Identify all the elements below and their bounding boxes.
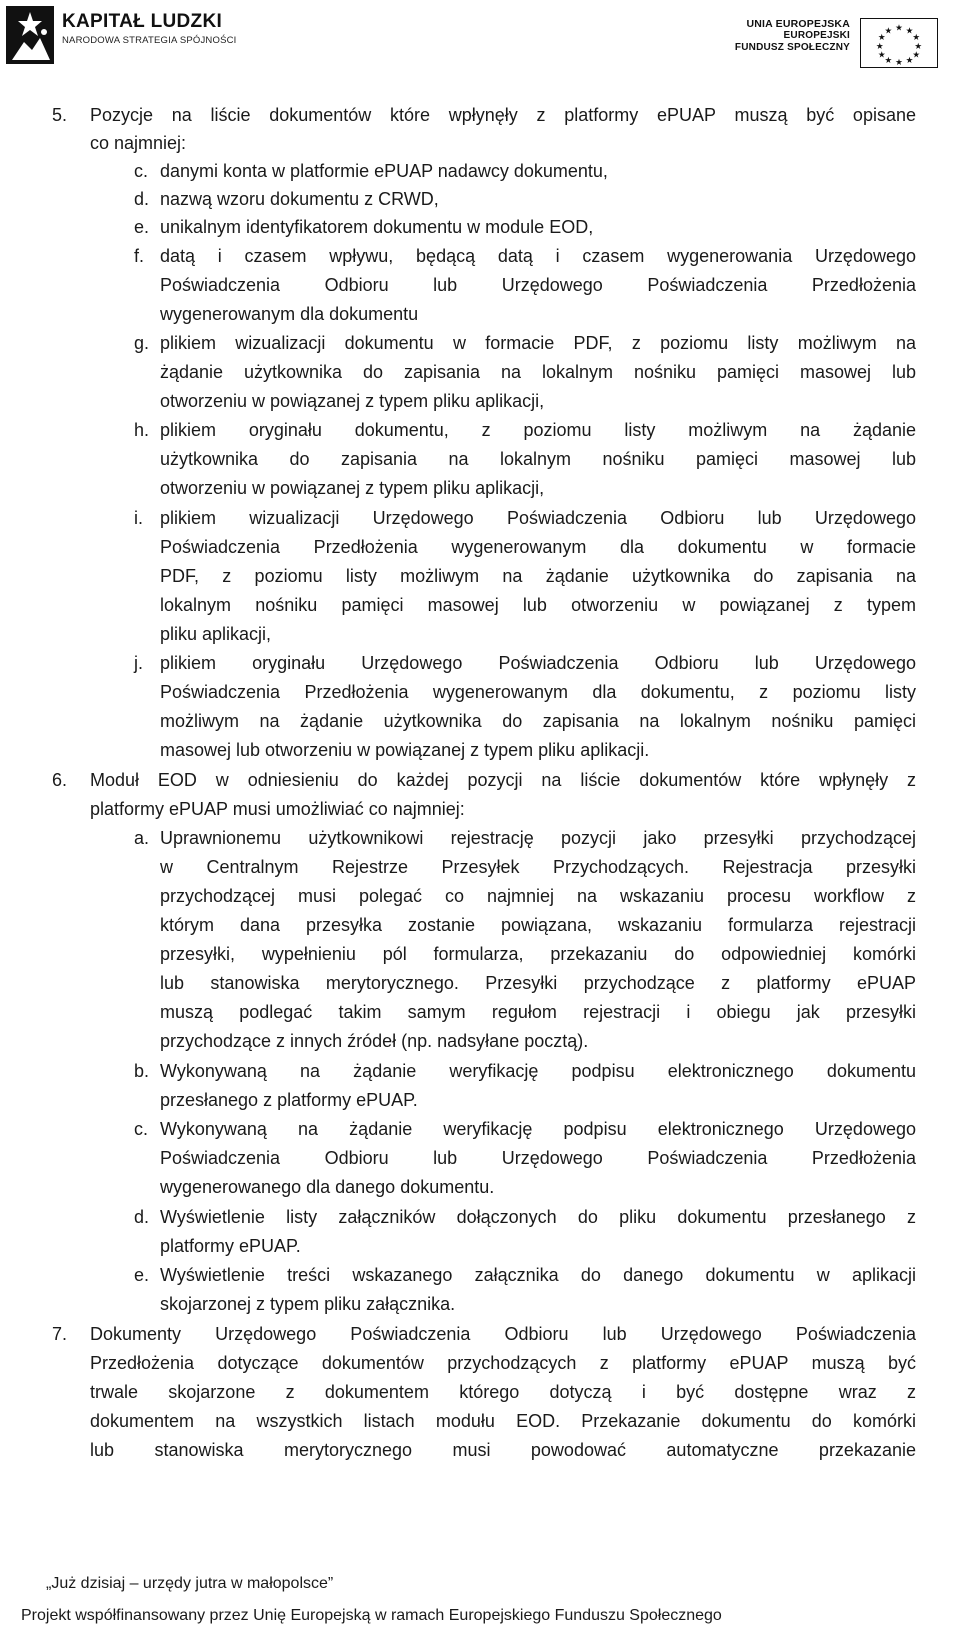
kapital-ludzki-subtitle: NARODOWA STRATEGIA SPÓJNOŚCI (62, 35, 237, 46)
sub-list-marker: f. (134, 246, 145, 266)
sub-item-line: lub stanowiska merytorycznego. Przesyłki przychodzące z platformy ePUAP (160, 973, 916, 993)
eu-efs-logo (708, 18, 938, 70)
sub-list-marker: c. (134, 1119, 149, 1139)
sub-list-marker: e. (134, 1265, 150, 1285)
svg-text:★: ★ (877, 50, 886, 61)
kapital-ludzki-text (62, 12, 237, 47)
kapital-ludzki-emblem-icon (4, 2, 56, 68)
paragraph-line: platformy ePUAP musi umożliwiać co najmniej: (90, 799, 465, 819)
sub-item-line: pliku aplikacji, (160, 624, 272, 644)
sub-item-line: wygenerowanego dla danego dokumentu. (160, 1177, 495, 1197)
list-marker: 5. (52, 105, 68, 125)
sub-item-line: platformy ePUAP. (160, 1236, 301, 1256)
eu-logo-line-2: EUROPEJSKI (783, 30, 850, 41)
list-marker: 7. (52, 1324, 68, 1344)
sub-item-line: przesyłki, wypełnieniu pól formularza, przekazaniu do odpowiedniej komórki (160, 944, 916, 964)
svg-text:★: ★ (884, 26, 893, 37)
paragraph-line: Dokumenty Urzędowego Poświadczenia Odbioru lub Urzędowego Poświadczenia (90, 1324, 916, 1344)
sub-item-line: lokalnym nośniku pamięci masowej lub otworzeniu w powiązanej z typem (160, 595, 916, 615)
sub-item-line: przychodzące z innych źródeł (np. nadsyłane pocztą). (160, 1031, 589, 1051)
sub-item-line: otworzeniu w powiązanej z typem pliku aplikacji, (160, 391, 545, 411)
sub-item-line: przychodzącej musi polegać co najmniej na wskazaniu procesu workflow z (160, 886, 916, 906)
list-marker: 6. (52, 770, 68, 790)
sub-item-line: nazwą wzoru dokumentu z CRWD, (160, 189, 439, 209)
eu-logo-line-1: UNIA EUROPEJSKA (746, 18, 850, 30)
sub-item-line: danymi konta w platformie ePUAP nadawcy dokumentu, (160, 161, 608, 181)
svg-text:★: ★ (912, 33, 921, 44)
sub-item-line: PDF, z poziomu listy możliwym na żądanie użytkownika do zapisania na (160, 566, 916, 586)
sub-item-line: muszą podlegać takim samym regułom rejestracji i obiegu jak przesyłki (160, 1002, 916, 1022)
footer-cofinancing-note: Projekt współfinansowany przez Unię Europejską w ramach Europejskiego Funduszu Społecznego (21, 1607, 722, 1624)
paragraph-line: dokumentem na wszystkich listach modułu EOD. Przekazanie dokumentu do komórki (90, 1411, 916, 1431)
sub-list-marker: a. (134, 828, 150, 848)
sub-item-line: wygenerowanym dla dokumentu (160, 304, 419, 324)
sub-item-line: Poświadczenia Odbioru lub Urzędowego Poświadczenia Przedłożenia (160, 1148, 916, 1168)
sub-item-line: plikiem oryginału Urzędowego Poświadczenia Odbioru lub Urzędowego (160, 653, 916, 673)
sub-item-line: Uprawnionemu użytkownikowi rejestrację pozycji jako przesyłki przychodzącej (160, 828, 916, 848)
svg-text:★: ★ (905, 26, 914, 37)
svg-text:★: ★ (914, 41, 923, 52)
sub-item-line: plikiem oryginału dokumentu, z poziomu listy możliwym na żądanie (160, 420, 916, 440)
sub-list-marker: c. (134, 161, 149, 181)
sub-item-line: unikalnym identyfikatorem dokumentu w module EOD, (160, 217, 594, 237)
sub-item-line: skojarzonej z typem pliku załącznika. (160, 1294, 456, 1314)
sub-item-line: datą i czasem wpływu, będącą datą i czasem wygenerowania Urzędowego (160, 246, 916, 266)
kapital-ludzki-logo (4, 2, 237, 68)
paragraph-line: lub stanowiska merytorycznego musi powodować automatyczne przekazanie (90, 1440, 916, 1460)
svg-text:★: ★ (884, 56, 893, 67)
sub-item-line: użytkownika do zapisania na lokalnym nośniku pamięci masowej lub (160, 449, 916, 469)
sub-list-marker: j. (134, 653, 143, 673)
sub-item-line: żądanie użytkownika do zapisania na lokalnym nośniku pamięci masowej lub (160, 362, 916, 382)
sub-item-line: otworzeniu w powiązanej z typem pliku aplikacji, (160, 478, 545, 498)
svg-text:★: ★ (912, 50, 921, 61)
sub-item-line: Poświadczenia Przedłożenia wygenerowanym dla dokumentu w formacie (160, 537, 916, 557)
svg-text:★: ★ (877, 33, 886, 44)
sub-list-marker: d. (134, 189, 150, 209)
sub-list-marker: h. (134, 420, 150, 440)
svg-text:★: ★ (895, 23, 903, 34)
sub-item-line: w Centralnym Rejestrze Przesyłek Przychodzących. Rejestracja przesyłki (160, 857, 916, 877)
sub-item-line: Poświadczenia Przedłożenia wygenerowanym dla dokumentu, z poziomu listy (160, 682, 916, 702)
svg-text:★: ★ (905, 56, 914, 67)
sub-item-line: plikiem wizualizacji Urzędowego Poświadczenia Odbioru lub Urzędowego (160, 508, 916, 528)
eu-flag-icon (860, 18, 938, 68)
sub-item-line: przesłanego z platformy ePUAP. (160, 1090, 418, 1110)
page-header (0, 0, 960, 80)
sub-item-line: Wykonywaną na żądanie weryfikację podpisu elektronicznego dokumentu (160, 1061, 916, 1081)
kapital-ludzki-title: KAPITAŁ LUDZKI (62, 11, 223, 32)
sub-list-marker: d. (134, 1207, 150, 1227)
sub-item-line: Wykonywaną na żądanie weryfikację podpisu elektronicznego Urzędowego (160, 1119, 916, 1139)
sub-item-line: którym dana przesyłka zostanie powiązana, wskazaniu formularza rejestracji (160, 915, 916, 935)
sub-item-line: Poświadczenia Odbioru lub Urzędowego Poświadczenia Przedłożenia (160, 275, 916, 295)
sub-list-marker: g. (134, 333, 150, 353)
eu-logo-line-3: FUNDUSZ SPOŁECZNY (734, 42, 850, 53)
sub-list-marker: e. (134, 217, 150, 237)
svg-text:★: ★ (875, 41, 884, 52)
eu-logo-text (735, 18, 850, 54)
paragraph-line: co najmniej: (90, 133, 187, 153)
sub-list-marker: b. (134, 1061, 150, 1081)
paragraph-line: Moduł EOD w odniesieniu do każdej pozycji na liście dokumentów które wpłynęły z (90, 770, 916, 790)
sub-item-line: Wyświetlenie listy załączników dołączonych do pliku dokumentu przesłanego z (160, 1207, 916, 1227)
sub-item-line: Wyświetlenie treści wskazanego załącznika do danego dokumentu w aplikacji (160, 1265, 916, 1285)
paragraph-line: Przedłożenia dotyczące dokumentów przychodzących z platformy ePUAP muszą być (90, 1353, 916, 1373)
sub-item-line: plikiem wizualizacji dokumentu w formacie PDF, z poziomu listy możliwym na (160, 333, 916, 353)
paragraph-line: trwale skojarzone z dokumentem którego dotyczą i być dostępne wraz z (90, 1382, 916, 1402)
sub-item-line: masowej lub otworzeniu w powiązanej z typem pliku aplikacji. (160, 740, 650, 760)
footer-slogan: „Już dzisiaj – urzędy jutra w małopolsce” (46, 1575, 334, 1592)
svg-text:★: ★ (895, 58, 903, 68)
paragraph-line: Pozycje na liście dokumentów które wpłynęły z platformy ePUAP muszą być opisane (90, 105, 916, 125)
sub-list-marker: i. (134, 508, 143, 528)
sub-item-line: możliwym na żądanie użytkownika do zapisania na lokalnym nośniku pamięci (160, 711, 916, 731)
